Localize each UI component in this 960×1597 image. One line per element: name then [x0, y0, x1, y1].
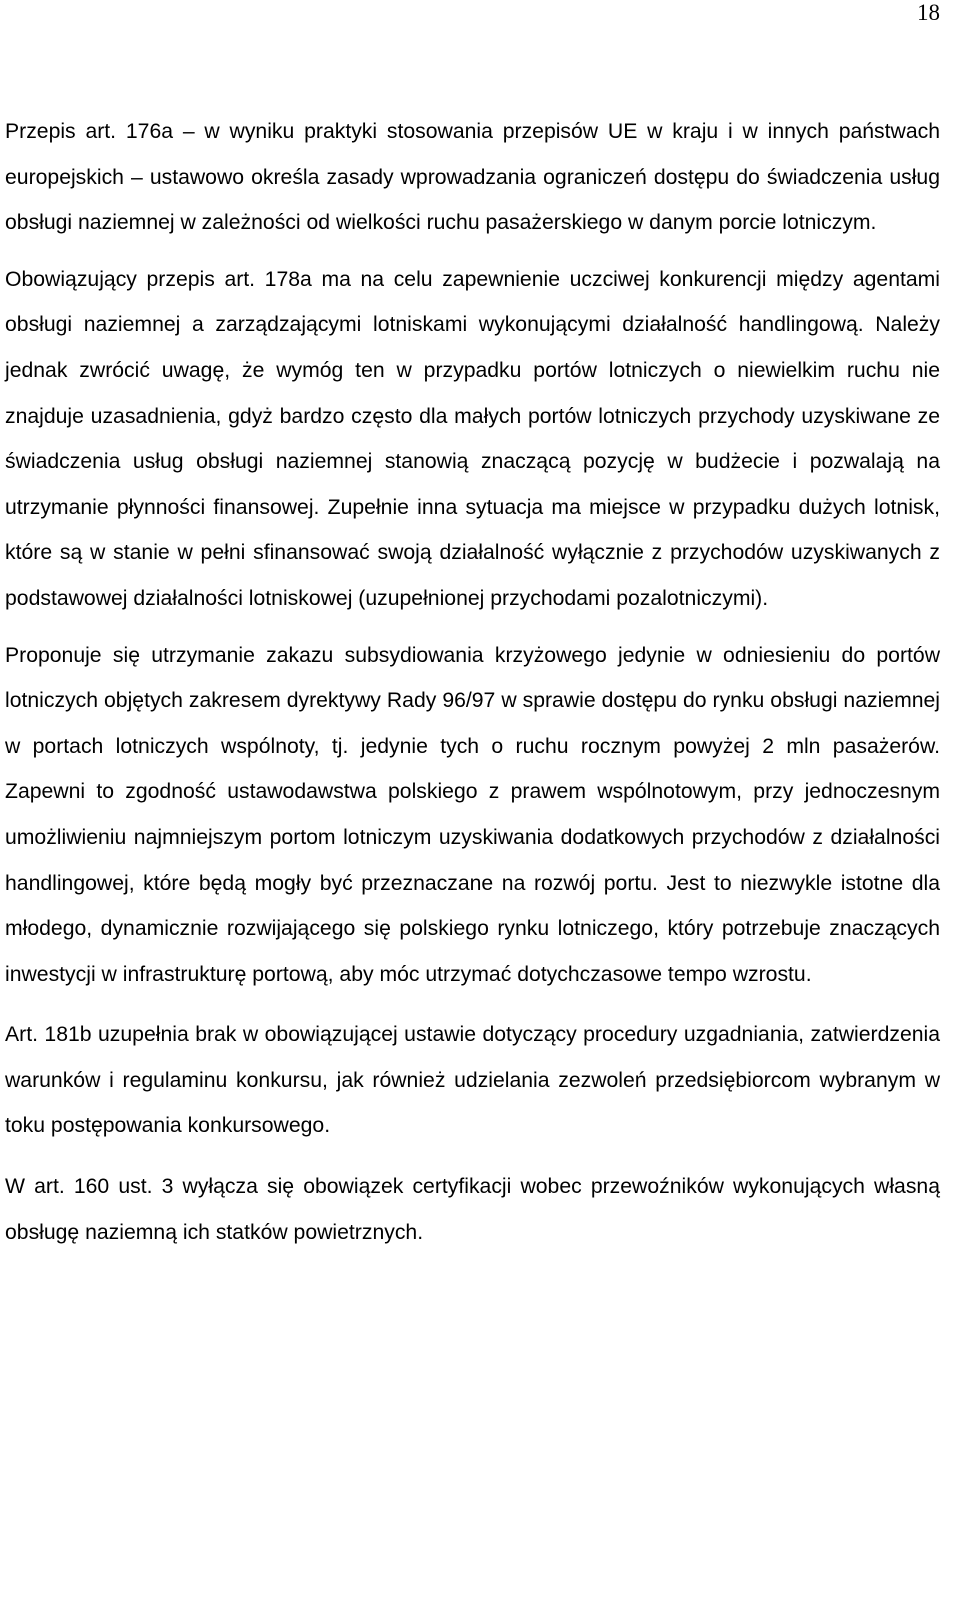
document-body [5, 109, 940, 1255]
paragraph-art-160: W art. 160 ust. 3 wyłącza się obowiązek certyfikacji wobec przewoźników wykonujących własną obsługę naziemną ich statków powietrznych. [5, 1175, 940, 1244]
paragraph-cross-subsidy: Proponuje się utrzymanie zakazu subsydiowania krzyżowego jedynie w odniesieniu do portów lotniczych objętych zakresem dyrektywy Rady 96/97 w sprawie dostępu do rynku obsługi naziemnej w portach lotniczych wspólnoty, tj. jedynie tych o ruchu rocznym powyżej 2 mln pasażerów. Zapewni to zgodność ustawodawstwa polskiego z prawem wspólnotowym, przy jednoczesnym umożliwieniu najmniejszym portom lotniczym uzyskiwania dodatkowych przychodów z działalności handlingowej, które będą mogły być przeznaczane na rozwój portu. Jest to niezwykle istotne dla młodego, dynamicznie rozwijającego się polskiego rynku lotniczego, który potrzebuje znaczących inwestycji w infrastrukturę portową, aby móc utrzymać dotychczasowe tempo wzrostu. [5, 643, 940, 986]
page-number: 18 [917, 0, 940, 25]
paragraph-art-178a: Obowiązujący przepis art. 178a ma na celu zapewnienie uczciwej konkurencji między agentami obsługi naziemnej a zarządzającymi lotniskami wykonującymi działalność handlingową. Należy jednak zwrócić uwagę, że wymóg ten w przypadku portów lotniczych o niewielkim ruchu nie znajduje uzasadnienia, gdyż bardzo często dla małych portów lotniczych przychody uzyskiwane ze świadczenia usług obsługi naziemnej stanowią znaczącą pozycję w budżecie i pozwalają na utrzymanie płynności finansowej. Zupełnie inna sytuacja ma miejsce w przypadku dużych lotnisk, które są w stanie w pełni sfinansować swoją działalność wyłącznie z przychodów uzyskiwanych z podstawowej działalności lotniskowej (uzupełnionej przychodami pozalotniczymi). [5, 267, 940, 610]
paragraph-art-181b: Art. 181b uzupełnia brak w obowiązującej ustawie dotyczący procedury uzgadniania, zatwierdzenia warunków i regulaminu konkursu, jak również udzielania zezwoleń przedsiębiorcom wybranym w toku postępowania konkursowego. [5, 1023, 940, 1138]
paragraph-art-176a: Przepis art. 176a – w wyniku praktyki stosowania przepisów UE w kraju i w innych państwach europejskich – ustawowo określa zasady wprowadzania ograniczeń dostępu do świadczenia usług obsługi naziemnej w zależności od wielkości ruchu pasażerskiego w danym porcie lotniczym. [5, 120, 940, 235]
